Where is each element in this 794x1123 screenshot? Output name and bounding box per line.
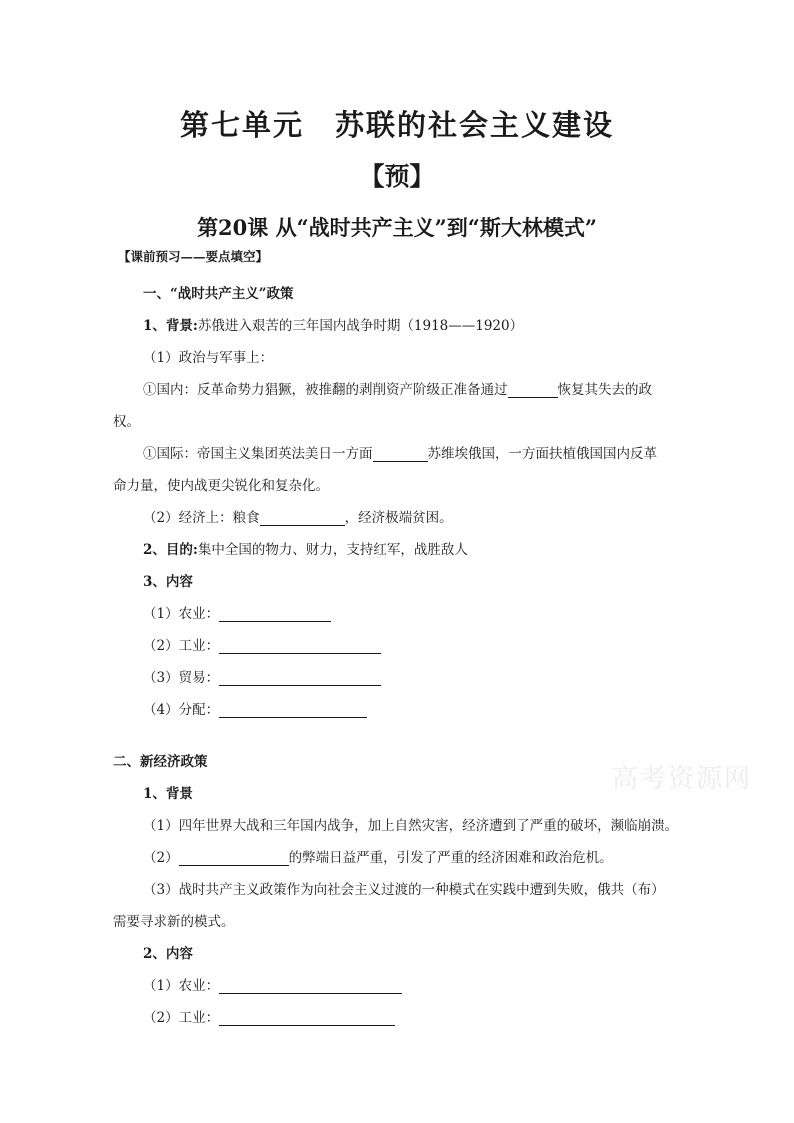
- list-item: [143, 634, 381, 654]
- item-label: （2）工业：: [143, 638, 220, 654]
- domestic-line: [143, 378, 652, 398]
- fill-blank[interactable]: [219, 607, 331, 622]
- watermark: 高考资源网: [612, 764, 753, 794]
- domestic-text-a: ①国内：反革命势力猖獗，被推翻的剥削资产阶级正准备通过: [143, 382, 508, 398]
- econ-text-b: ，经济极端贫困。: [344, 510, 453, 526]
- list-item: [143, 974, 402, 994]
- unit-title: 第七单元 苏联的社会主义建设: [179, 108, 614, 142]
- bg2-text: 的弊端日益严重，引发了严重的经济困难和政治危机。: [288, 850, 613, 866]
- purpose-label: 2、目的:: [143, 542, 198, 558]
- international-line-cont: 命力量，使内战更尖锐化和复杂化。: [113, 478, 329, 494]
- list-item: [143, 698, 367, 718]
- background-label: 1、背景:: [143, 318, 198, 334]
- part2-heading: 二、新经济政策: [113, 754, 208, 770]
- item-label: （3）贸易：: [143, 670, 220, 686]
- item-label: （1）农业：: [143, 978, 220, 994]
- fill-blank[interactable]: [219, 1011, 395, 1026]
- item-label: （4）分配：: [143, 702, 220, 718]
- item-label: （1）农业：: [143, 606, 220, 622]
- international-line: [143, 442, 657, 462]
- part2-content-label: 2、内容: [143, 946, 193, 962]
- part1-content-label: 3、内容: [143, 574, 193, 590]
- part2-bg1: （1）四年世界大战和三年国内战争，加上自然灾害，经济遭到了严重的破坏，濒临崩溃。: [143, 818, 679, 834]
- part2-bg3: （3）战时共产主义政策作为向社会主义过渡的一种模式在实践中遭到失败，俄共（布）: [143, 882, 665, 898]
- bg2-prefix: （2）: [143, 850, 179, 866]
- preview-header: 【课前预习——要点填空】: [118, 249, 269, 264]
- purpose-text: 集中全国的物力、财力，支持红军，战胜敌人: [197, 542, 468, 558]
- list-item: [143, 666, 381, 686]
- part1-background: [143, 314, 523, 334]
- lesson-title: 第20课 从“战时共产主义”到“斯大林模式”: [197, 215, 597, 240]
- item-label: （2）工业：: [143, 1010, 220, 1026]
- purpose-line: [143, 538, 468, 558]
- fill-blank[interactable]: [219, 979, 402, 994]
- section-marker: 【预】: [359, 162, 435, 191]
- domestic-text-b: 恢复其失去的政: [557, 382, 652, 398]
- econ-blank[interactable]: [260, 511, 345, 526]
- part2-bg3-cont: 需要寻求新的模式。: [113, 914, 235, 930]
- part2-background-label: 1、背景: [143, 786, 193, 802]
- background-text: 苏俄进入艰苦的三年国内战争时期（1918——1920）: [197, 318, 524, 334]
- intl-text-b: 苏维埃俄国，一方面扶植俄国国内反革: [427, 446, 657, 462]
- economy-line: [143, 506, 453, 526]
- fill-blank[interactable]: [219, 671, 381, 686]
- part1-heading: 一、“战时共产主义”政策: [143, 286, 294, 302]
- fill-blank[interactable]: [219, 703, 367, 718]
- list-item: [143, 1006, 395, 1026]
- econ-text-a: （2）经济上：粮食: [143, 510, 260, 526]
- bg2-blank[interactable]: [179, 851, 289, 866]
- list-item: [143, 602, 331, 622]
- part2-bg2: [143, 846, 613, 866]
- politics-military-line: （1）政治与军事上：: [143, 350, 274, 366]
- domestic-blank[interactable]: [508, 383, 558, 398]
- intl-blank[interactable]: [373, 447, 428, 462]
- domestic-line-cont: 权。: [113, 414, 140, 430]
- intl-text-a: ①国际：帝国主义集团英法美日一方面: [143, 446, 373, 462]
- fill-blank[interactable]: [219, 639, 381, 654]
